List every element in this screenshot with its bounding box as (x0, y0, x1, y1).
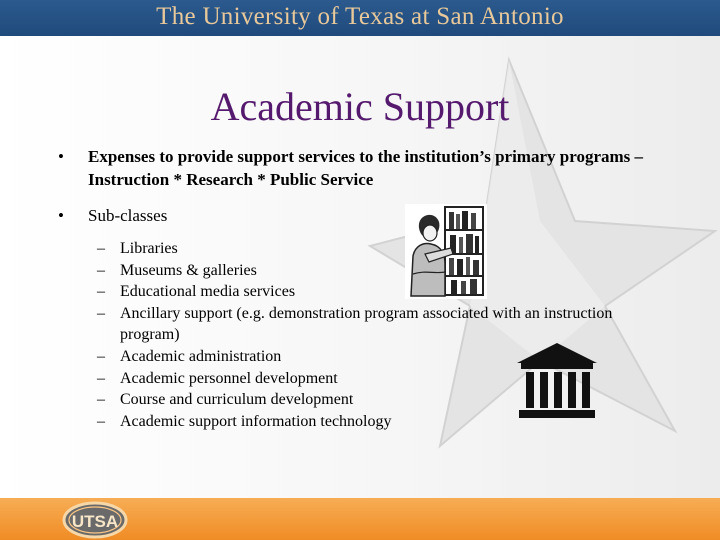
bullet-text: Sub-classes (88, 206, 168, 225)
list-item-text: Ancillary support (e.g. demonstration program associated with an instruction program) (120, 304, 613, 344)
dash-marker: – (97, 240, 105, 257)
list-item-text: Libraries (120, 240, 178, 257)
list-item (97, 303, 617, 346)
list-item (97, 281, 617, 303)
library-clipart-image (405, 204, 487, 299)
institution-building-icon (515, 341, 599, 421)
bullet-text: Expenses to provide support services to the institution’s primary programs – Instruction * Research * Public Service (88, 147, 644, 189)
list-item (97, 238, 617, 260)
dash-marker: – (97, 412, 105, 430)
header-band (0, 0, 720, 36)
dash-marker: – (97, 391, 105, 409)
list-item-text: Academic support information technology (120, 412, 392, 430)
list-item-text: Academic personnel development (120, 369, 338, 387)
utsa-logo-text: UTSA (71, 512, 119, 531)
bullet-expenses (58, 145, 658, 195)
dash-marker: – (97, 283, 105, 301)
dash-marker: – (97, 304, 105, 322)
dash-marker: – (97, 369, 105, 387)
list-item-text: Museums & galleries (120, 261, 257, 279)
bullet-marker: • (58, 147, 64, 166)
list-item-text: Course and curriculum development (120, 391, 354, 409)
list-item-text: Educational media services (120, 283, 296, 301)
dash-marker: – (97, 347, 105, 365)
list-item (97, 260, 617, 282)
bullet-subclasses (58, 204, 358, 228)
bullet-marker: • (58, 206, 64, 225)
university-header-title: The University of Texas at San Antonio (156, 3, 564, 30)
dash-marker: – (97, 261, 105, 279)
utsa-logo (62, 500, 128, 540)
slide-title: Academic Support (210, 84, 510, 129)
list-item-text: Academic administration (120, 347, 282, 365)
